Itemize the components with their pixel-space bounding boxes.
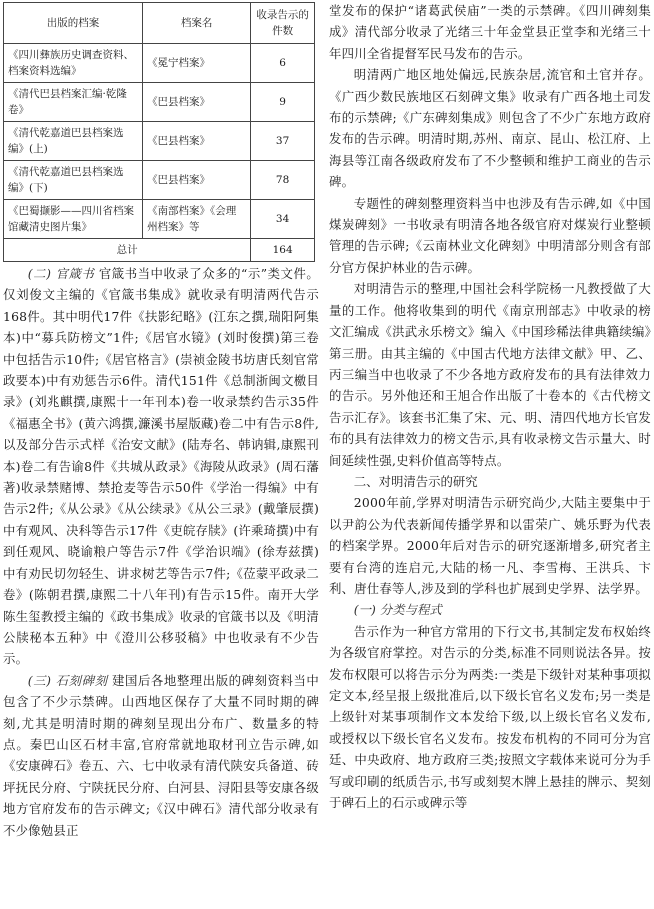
header-archive: 档案名 [143, 3, 251, 44]
table-row [4, 122, 315, 161]
total-label: 总计 [4, 239, 251, 262]
table-row [4, 44, 315, 83]
cell-count: 34 [251, 200, 315, 239]
total-value: 164 [251, 239, 315, 262]
section-guanzhen [3, 263, 319, 670]
left-column [3, 0, 319, 841]
archive-table [3, 2, 315, 262]
cell-source: 《巴蜀撷影——四川省档案馆藏清史图片集》 [4, 200, 143, 239]
cell-count: 9 [251, 83, 315, 122]
table-row [4, 161, 315, 200]
cell-archive: 《巴县档案》 [143, 161, 251, 200]
heading-classification: (一) 分类与程式 [353, 602, 442, 618]
section-body-stele: 建国后各地整理出版的碑刻资料当中包含了不少示禁碑。山西地区保存了大量不同时期的碑刻,尤其是明清时期的碑刻呈现出分布广、数量多的特点。秦巴山区石材丰富,官府常就地取材刊立告示碑,如《安康碑石》卷五、六、七中收录有清代陕安兵备道、砖坪抚民分府、宁陕抚民分府、白河县、浔阳县等安康各级地方官府发布的告示碑文;《汉中碑石》清代部分收录有不少像勉县正 [3, 672, 319, 838]
cell-count: 37 [251, 122, 315, 161]
right-column [329, 0, 651, 813]
section-heading-guanzhen: (二) 官箴书 [27, 266, 95, 281]
paragraph-research-overview: 2000年前,学界对明清告示研究尚少,大陆主要集中于以尹韵公为代表新闻传播学界和以雷荣广、姚乐野为代表的档案学界。2000年后对告示的研究逐渐增多,研究者主要有台湾的连启元,大陆的杨一凡、李雪梅、王洪兵、卞利、唐仕春等人,涉及到的学科也扩展到史学界、法学界。 [329, 495, 651, 596]
cell-source: 《四川彝族历史调查资料、档案资料选编》 [4, 44, 143, 83]
cell-count: 6 [251, 44, 315, 83]
cell-source: 《清代乾嘉道巴县档案选编》(上) [4, 122, 143, 161]
paragraph-classification: 告示作为一种官方常用的下行文书,其制定发布权始终为各级官府掌控。对告示的分类,标准不同则说法各异。按发布权限可以将告示分为两类:一类是下级针对某种事项拟定文本,经呈报上级批准后,以下级长官名义发布;另一类是上级针对某事项制作文本发给下级,以上级长官名义发布,或授权以下级长官名义发布。按发布机构的不同可分为宫廷、中央政府、地方政府三类;按照文字载体来说可分为手写或印刷的纸质告示,书写或刻契木牌上悬挂的牌示、契刻于碑石上的石示或碑示等 [329, 623, 651, 811]
cell-archive: 《巴县档案》 [143, 83, 251, 122]
paragraph-guangdong-guangxi: 明清两广地区地处偏远,民族杂居,流官和土官并存。《广西少数民族地区石刻碑文集》收录有广西各地土司发布的示禁碑;《广东碑刻集成》则包含了不少广东地方政府发布的告示碑。明清时期,苏州、南京、昆山、松江府、上海县等江南各级政府发布了不少整顿和维护工商业的告示碑。 [329, 67, 651, 190]
cell-archive: 《巴县档案》 [143, 122, 251, 161]
header-count: 收录告示的件数 [251, 3, 315, 44]
section-stele [3, 670, 319, 841]
heading-research: 二、对明清告示的研究 [353, 473, 478, 489]
paragraph-thematic-stele: 专题性的碑刻整理资料当中也涉及有告示碑,如《中国煤炭碑刻》一书收录有明清各地各级官府对煤炭行业整顿管理的告示碑;《云南林业文化碑刻》中明清部分则含有部分官方保护林业的告示碑。 [329, 195, 651, 275]
table-total-row [4, 239, 315, 262]
cell-archive: 《冕宁档案》 [143, 44, 251, 83]
cell-count: 78 [251, 161, 315, 200]
section-body-guanzhen: 官箴书当中收录了众多的“示”类文件。仅刘俊文主编的《官箴书集成》就收录有明清两代告示168件。其中明代17件《扶影纪略》(江东之撰,瑞阳阿集本)中“募兵防榜文”1件;《居官水镜》(刘时俊撰)第三卷中包括告示10件;《居官格言》(崇祯金陵书坊唐氏刻官常政要本)中有劝惩告示6件。清代151件《总制浙闽文檄目录》(刘兆麒撰,康熙十一年刊本)卷一收录禁约告示35件《福惠全书》(黄六鸿撰,濂溪书屋版藏)卷二中有告示8件,以及部分告示式样《治安文献》(陆寿名、韩讷辑,康熙刊本)卷二有告谕8件《共城从政录》《海陵从政录》(周石藩著)收录禁赌博、禁抢麦等告示50件《学治一得编》中有告示2件;《从公录》《从公续录》《从公三录》(戴肇辰撰)中有观风、决科等告示17件《吏皖存牍》(许乘琦撰)中有到任观风、晓谕粮户等告示7件《学治识端》(徐寿兹撰)中有劝民切勿轻生、讲求树艺等告示7件;《莅蒙平政录二卷》(陈朝君撰,康熙二十八年刊)有告示15件。南开大学陈生玺教授主编的《政书集成》收录的官箴书以及《明清公牍秘本五种》中《澄川公移驳稿》中也收录有不少告示。 [3, 266, 320, 667]
table-header-row [4, 3, 315, 44]
cell-archive: 《南部档案》《会理州档案》等 [143, 200, 251, 239]
cell-source: 《清代乾嘉道巴县档案选编》(下) [4, 161, 143, 200]
section-heading-stele: (三) 石刻碑刻 [27, 672, 108, 688]
header-source: 出版的档案 [4, 3, 143, 44]
table-row [4, 83, 315, 122]
cell-source: 《清代巴县档案汇编·乾隆卷》 [4, 83, 143, 122]
paragraph-continued: 堂发布的保护“诸葛武侯庙”一类的示禁碑。《四川碑刻集成》清代部分收录了光绪三十年金堂县正堂李和光绪三十年四川全省提督军民马发布的告示。 [329, 3, 651, 61]
paragraph-yang-yifan: 对明清告示的整理,中国社会科学院杨一凡教授做了大量的工作。他将收集到的明代《南京刑部志》中收录的榜文汇编成《洪武永乐榜文》编入《中国珍稀法律典籍续编》第三册。由其主编的《中国古代地方法律文献》甲、乙、丙三编当中也收录了不少各地方政府发布的具有法律效力的告示。另外他还和王旭合作出版了十卷本的《古代榜文告示汇存》。该套书汇集了宋、元、明、清四代地方长官发布的具有法律效力的榜文告示,具有收录榜文告示量大、时间延续性强,史料价值高等特点。 [329, 281, 651, 468]
table-row [4, 200, 315, 239]
